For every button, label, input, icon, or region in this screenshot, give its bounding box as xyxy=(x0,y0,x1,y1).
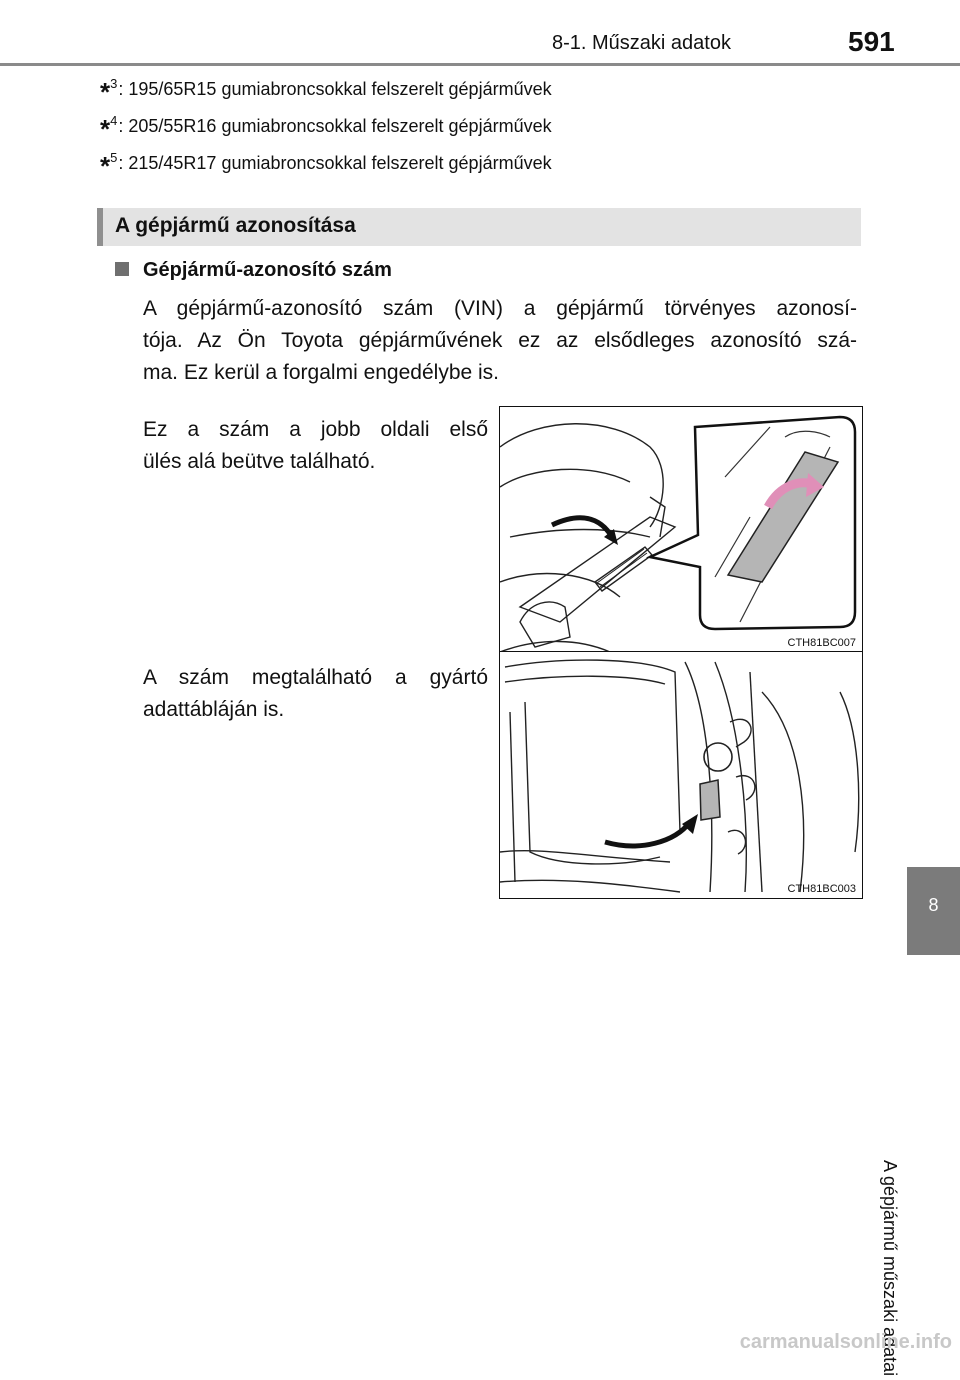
asterisk-icon: * xyxy=(100,77,111,107)
header-divider xyxy=(0,63,960,66)
watermark: carmanualsonline.info xyxy=(739,1331,952,1353)
chapter-title-vertical: A gépjármű műszaki adatai xyxy=(880,1160,900,1377)
footnote-text: : 215/45R17 gumiabroncsokkal felszerelt gépjárművek xyxy=(118,153,552,173)
header-section-title: 8-1. Műszaki adatok xyxy=(552,32,731,54)
subsection-title: Gépjármű-azonosító szám xyxy=(143,259,392,281)
figure1-caption: CTH81BC007 xyxy=(787,637,856,649)
figure2-caption: CTH81BC003 xyxy=(787,883,856,895)
footnote-3 xyxy=(100,76,552,108)
footnote-text: : 205/55R16 gumiabroncsokkal felszerelt gépjárművek xyxy=(118,116,552,136)
footnote-marker: 4 xyxy=(110,113,118,128)
paragraph-line: ma. Ez kerül a forgalmi engedélybe is. xyxy=(143,361,500,384)
figure2-text xyxy=(143,662,488,726)
footnote-5 xyxy=(100,150,552,182)
section-heading-bar xyxy=(97,208,861,246)
footnote-marker: 3 xyxy=(110,76,118,91)
section-title: A gépjármű azonosítása xyxy=(115,214,356,237)
chapter-tab xyxy=(907,867,960,955)
figure1-text-line: ülés alá beütve található. xyxy=(143,450,376,473)
vin-description xyxy=(143,293,857,389)
figure-seat-vin xyxy=(499,406,863,653)
asterisk-icon: * xyxy=(100,151,111,181)
figure-manufacturer-plate xyxy=(499,651,863,899)
page-number: 591 xyxy=(848,26,895,57)
footnote-4 xyxy=(100,113,552,145)
figure2-text-line: A szám megtalálható a gyártó xyxy=(143,666,488,689)
footnote-marker: 5 xyxy=(110,150,118,165)
seat-vin-illustration xyxy=(500,407,862,652)
section-accent-bar xyxy=(97,208,103,246)
paragraph-line: A gépjármű-azonosító szám (VIN) a gépjármű törvényes azonosí- xyxy=(143,297,857,320)
footnote-text: : 195/65R15 gumiabroncsokkal felszerelt gépjárművek xyxy=(118,79,552,99)
asterisk-icon: * xyxy=(100,114,111,144)
figure2-text-line: adattábláján is. xyxy=(143,698,285,721)
chapter-number: 8 xyxy=(928,895,939,915)
square-bullet-icon xyxy=(115,262,129,276)
paragraph-line: tója. Az Ön Toyota gépjárművének ez az elsődleges azonosító szá- xyxy=(143,329,857,352)
figure1-text-line: Ez a szám a jobb oldali első xyxy=(143,418,488,441)
figure1-text xyxy=(143,414,488,478)
manufacturer-plate-illustration xyxy=(500,652,862,898)
subsection-heading xyxy=(115,259,392,282)
